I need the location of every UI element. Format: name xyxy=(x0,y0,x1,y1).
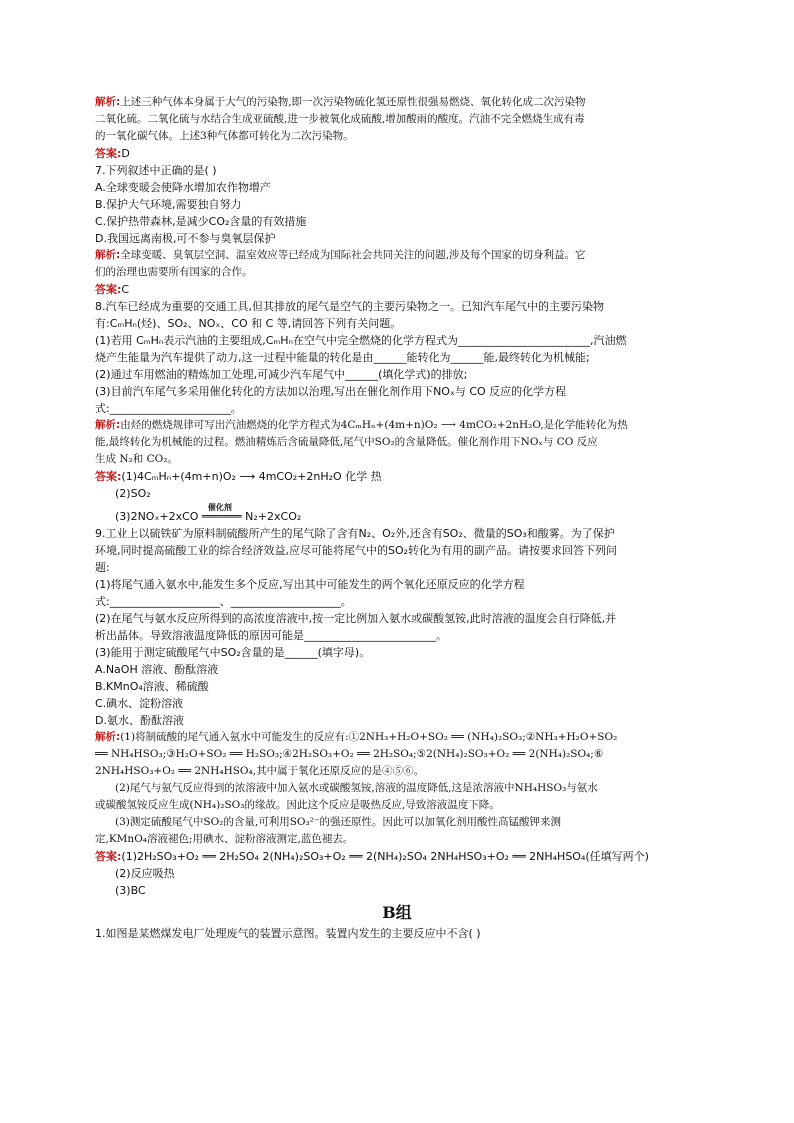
question-7-stem: 7.下列叙述中正确的是( ) xyxy=(95,164,217,177)
answer-line: 答案:(1)2H₂SO₃+O₂ ══ 2H₂SO₄ 2(NH₄)₂SO₃+O₂ ══ 2(NH₄)₂SO₄ 2NH₄HSO₃+O₂ ══ 2NH₄HSO₄(任填写两个) xyxy=(95,850,649,863)
explanation-line: 解析:由烃的燃烧规律可写出汽油燃烧的化学方程式为4CₘHₙ+(4m+n)O₂ ⟶ 4mCO₂+2nH₂O,是化学能转化为热 xyxy=(95,419,628,431)
option-a: A.全球变暖会使降水增加农作物增产 xyxy=(95,181,271,194)
explanation-line: 解析:全球变暖、臭氧层空洞、温室效应等已经成为国际社会共同关注的问题,涉及每个国家的切身利益。它 xyxy=(95,249,586,261)
question-8-stem: 有:CₘHₙ(烃)、SO₂、NOₓ、CO 和 C 等,请回答下列有关问题。 xyxy=(95,317,402,330)
explanation-line: ══ NH₄HSO₃;③H₂O+SO₂ ══ H₂SO₃;④2H₂SO₃+O₂ ══ 2H₂SO₄;⑤2(NH₄)₂SO₃+O₂ ══ 2(NH₄)₂SO₄;⑥ xyxy=(95,748,604,760)
answer-line: 答案:C xyxy=(95,283,130,296)
option-c: C.碘水、淀粉溶液 xyxy=(95,697,184,710)
equation-left: (3)2NOₓ+2xCO xyxy=(115,510,202,523)
option-d: D.氨水、酚酞溶液 xyxy=(95,714,184,727)
catalyst-arrow xyxy=(201,503,242,525)
question-8-part-2: (2)通过车用燃油的精炼加工处理,可减少汽车尾气中______(填化学式)的排放; xyxy=(95,368,468,381)
option-a: A.NaOH 溶液、酚酞溶液 xyxy=(95,663,219,676)
explanation-line: (2)尾气与氨气反应得到的浓溶液中加入氨水或碳酸氢铵,溶液的温度降低,这是浓溶液中NH₄HSO₃与氨水 xyxy=(115,782,598,794)
question-9-stem: 题: xyxy=(95,561,110,574)
explanation-line: 生成 N₂和 CO₂。 xyxy=(95,453,178,465)
explanation-line: (3)测定硫酸尾气中SO₂的含量,可利用SO₃²⁻的强还原性。因此可以加氧化剂用酸性高锰酸钾来测 xyxy=(115,816,561,828)
question-9-stem: 9.工业上以硫铁矿为原料制硫酸所产生的尾气除了含有N₂、O₂外,还含有SO₂、微量的SO₃和酸雾。为了保护 xyxy=(95,527,615,540)
question-9-part-2: 析出晶体。导致溶液温度降低的原因可能是________________________。 xyxy=(95,629,447,642)
question-9-part-1: (1)将尾气通入氨水中,能发生多个反应,写出其中可能发生的两个氧化还原反应的化学方程 xyxy=(95,578,525,591)
question-8-part-1: 烧产生能量为汽车提供了动力,这一过程中能量的转化是由______能转化为______能,最终转化为机械能; xyxy=(95,351,590,364)
answer-line: (2)反应吸热 xyxy=(115,867,175,880)
question-8-part-3: 式:______________________。 xyxy=(95,402,242,415)
explanation-tag: 解析: xyxy=(95,731,121,743)
section-heading: B组 xyxy=(382,903,412,922)
question-9-part-2: (2)在尾气与氨水反应所得到的高浓度溶液中,按一定比例加入氨水或碳酸氢铵,此时溶液的温度会自行降低,并 xyxy=(95,612,617,625)
answer-line: (3)BC xyxy=(115,884,146,897)
equation-arrow: ══════ xyxy=(201,510,242,523)
catalyst-label: 催化剂 xyxy=(207,503,232,512)
question-9-part-3: (3)能用于测定硫酸尾气中SO₂含量的是______(填字母)。 xyxy=(95,646,371,659)
equation-right: N₂+2xCO₂ xyxy=(245,510,302,523)
option-b: B.KMnO₄溶液、稀硫酸 xyxy=(95,680,209,693)
answer-line: (2)SO₂ xyxy=(115,487,151,500)
explanation-line: 定,KMnO₄溶液褪色;用碘水、淀粉溶液测定,蓝色褪去。 xyxy=(95,833,354,845)
question-9-stem: 环境,同时提高硫酸工业的综合经济效益,应尽可能将尾气中的SO₂转化为有用的副产品。请按要求回答下列问 xyxy=(95,544,618,557)
question-8-part-1: (1)若用 CₘHₙ表示汽油的主要组成,CₘHₙ在空气中完全燃烧的化学方程式为________________________,汽油燃 xyxy=(95,334,627,347)
explanation-line: 或碳酸氢铵反应生成(NH₄)₂SO₃的缘故。因此这个反应是吸热反应,导致溶液温度下降。 xyxy=(95,799,500,811)
answer-tag: 答案: xyxy=(95,147,122,160)
explanation-tag: 解析: xyxy=(95,96,121,108)
explanation-line: 们的治理也需要所有国家的合作。 xyxy=(95,266,253,278)
question-9-part-1: 式:____________________、____________________。 xyxy=(95,595,352,608)
answer-line: 答案:(1)4CₘHₙ+(4m+n)O₂ ⟶ 4mCO₂+2nH₂O 化学 热 xyxy=(95,470,382,483)
option-b: B.保护大气环境,需要独自努力 xyxy=(95,198,242,211)
explanation-line: 解析:上述三种气体本身属于大气的污染物,即一次污染物硫化氢还原性很强易燃烧、氧化转化成二次污染物 xyxy=(95,96,586,108)
answer-tag: 答案: xyxy=(95,470,122,483)
question-b1-stem: 1.如图是某燃煤发电厂处理废气的装置示意图。装置内发生的主要反应中不含( ) xyxy=(95,927,481,940)
question-8-stem: 8.汽车已经成为重要的交通工具,但其排放的尾气是空气的主要污染物之一。已知汽车尾气中的主要污染物 xyxy=(95,300,604,313)
explanation-tag: 解析: xyxy=(95,249,121,261)
answer-tag: 答案: xyxy=(95,283,122,296)
explanation-line: 二氧化硫。二氧化硫与水结合生成亚硫酸,进一步被氧化成硫酸,增加酸雨的酸度。汽油不完全燃烧生成有毒 xyxy=(95,113,585,125)
explanation-tag: 解析: xyxy=(95,419,121,431)
option-c: C.保护热带森林,是减少CO₂含量的有效措施 xyxy=(95,215,307,228)
answer-tag: 答案: xyxy=(95,850,122,863)
option-d: D.我国远离南极,可不参与臭氧层保护 xyxy=(95,232,276,245)
explanation-line: 2NH₄HSO₃+O₂ ══ 2NH₄HSO₄,其中属于氧化还原反应的是④⑤⑥。 xyxy=(95,765,425,777)
explanation-line: 能,最终转化为机械能的过程。燃油精炼后含硫量降低,尾气中SO₂的含量降低。催化剂作用下NOₓ与 CO 反应 xyxy=(95,436,598,448)
explanation-line: 解析:(1)将制硫酸的尾气通入氨水中可能发生的反应有:①2NH₃+H₂O+SO₂ ══ (NH₄)₂SO₃;②NH₃+H₂O+SO₂ xyxy=(95,731,618,743)
question-8-part-3: (3)目前汽车尾气多采用催化转化的方法加以治理,写出在催化剂作用下NOₓ与 CO 反应的化学方程 xyxy=(95,385,567,398)
explanation-line: 的一氧化碳气体。上述3种气体都可转化为二次污染物。 xyxy=(95,130,354,142)
answer-line: 答案:D xyxy=(95,147,130,160)
document-page xyxy=(95,94,699,942)
answer-line xyxy=(95,502,699,525)
